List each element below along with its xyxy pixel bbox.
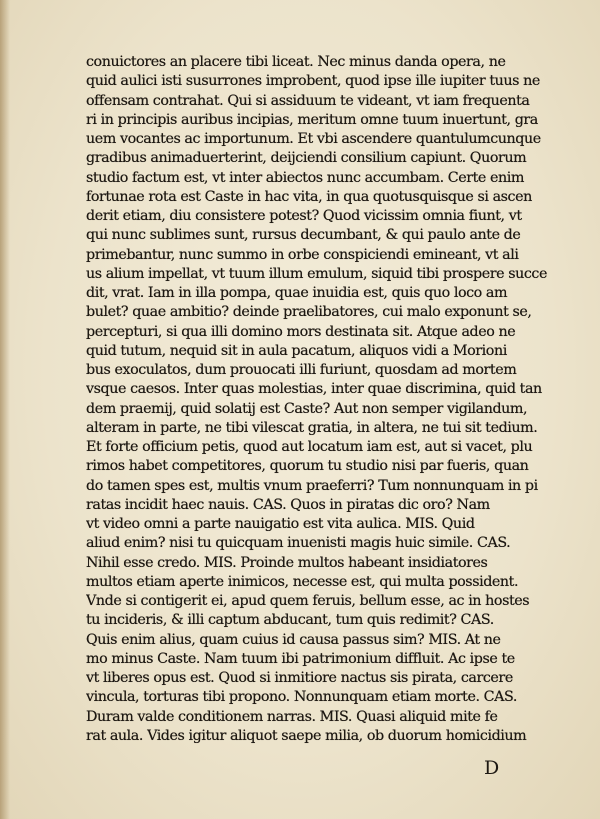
text-line: quid tutum, nequid sit in aula pacatum, aliquos vidi a Morioni bbox=[86, 342, 507, 359]
text-line: conuictores an placere tibi liceat. Nec minus danda opera, ne bbox=[86, 54, 506, 70]
text-line: rat aula. Vides igitur aliquot saepe milia, ob duorum homicidium bbox=[86, 727, 527, 744]
text-line: vt liberes opus est. Quod si inmitiore nactus sis pirata, carcere bbox=[86, 670, 513, 686]
text-line: multos etiam aperte inimicos, necesse est, qui multa possident. bbox=[86, 573, 519, 590]
signature-mark: D bbox=[484, 757, 500, 779]
text-line: Duram valde conditionem narras. MIS. Quasi aliquid mite fe bbox=[86, 708, 498, 725]
text-line: vincula, torturas tibi propono. Nonnunquam etiam morte. CAS. bbox=[86, 689, 517, 706]
text-line: do tamen spes est, multis vnum praeferri? Tum nonnunquam in pi bbox=[86, 477, 538, 494]
text-line: mo minus Caste. Nam tuum ibi patrimonium diffluit. Ac ipse te bbox=[86, 650, 515, 667]
text-line: uem vocantes ac importunum. Et vbi ascendere quantulumcunque bbox=[86, 131, 541, 147]
text-line: ri in principis auribus incipias, meritum omne tuum inuertunt, gra bbox=[86, 111, 538, 128]
text-line: primebantur, nunc summo in orbe conspiciendi emineant, vt ali bbox=[86, 246, 519, 263]
text-line: aliud enim? nisi tu quicquam inuenisti magis huic simile. CAS. bbox=[86, 535, 511, 552]
text-line: Et forte officium petis, quod aut locatum iam est, aut si vacet, plu bbox=[86, 439, 533, 455]
text-line: Vnde si contigerit ei, apud quem feruis, bellum esse, ac in hostes bbox=[86, 593, 530, 609]
text-line: vt video omni a parte nauigatio est vita aulica. MIS. Quid bbox=[86, 516, 475, 532]
text-line: quid aulici isti susurrones improbent, quod ipse ille iupiter tuus ne bbox=[86, 73, 540, 90]
text-line: dem praemij, quid solatij est Caste? Aut non semper vigilandum, bbox=[86, 400, 528, 417]
text-line: derit etiam, diu consistere potest? Quod vicissim omnia fiunt, vt bbox=[86, 208, 522, 224]
text-line: Quis enim alius, quam cuius id causa passus sim? MIS. At ne bbox=[86, 631, 501, 648]
text-line: Nihil esse credo. MIS. Proinde multos habeant insidiatores bbox=[86, 554, 488, 571]
text-line: fortunae rota est Caste in hac vita, in qua quotusquisque si ascen bbox=[86, 188, 532, 205]
text-line: alteram in parte, ne tibi vilescat gratia, in altera, ne tui sit tedium. bbox=[86, 419, 538, 436]
text-line: offensam contrahat. Qui si assiduum te videant, vt iam frequenta bbox=[86, 92, 530, 109]
text-line: studio factum est, vt inter abiectos nunc accumbam. Certe enim bbox=[86, 169, 525, 186]
text-line: qui nunc sublimes sunt, rursus decumbant, & qui paulo ante de bbox=[86, 227, 521, 244]
text-line: rimos habet competitores, quorum tu studio nisi par fueris, quan bbox=[86, 458, 529, 475]
text-line: us alium impellat, vt tuum illum emulum, siquid tibi prospere succe bbox=[86, 265, 547, 282]
text-line: dit, vrat. Iam in illa pompa, quae inuidia est, quis quo loco am bbox=[86, 285, 508, 301]
text-block bbox=[86, 53, 556, 746]
text-line: tu incideris, & illi captum abducant, tum quis redimit? CAS. bbox=[86, 612, 494, 629]
text-line: bulet? quae ambitio? deinde praelibatores, cui malo exponunt se, bbox=[86, 304, 532, 321]
text-line: vsque caesos. Inter quas molestias, inter quae discrimina, quid tan bbox=[86, 381, 542, 398]
text-line: percepturi, si qua illi domino mors destinata sit. Atque adeo ne bbox=[86, 323, 516, 340]
text-line: ratas incidit haec nauis. CAS. Quos in piratas dic oro? Nam bbox=[86, 496, 490, 513]
text-line: bus exoculatos, dum prouocati illi furiunt, quosdam ad mortem bbox=[86, 362, 517, 378]
text-line: gradibus animaduerterint, deijciendi consilium capiunt. Quorum bbox=[86, 150, 527, 167]
